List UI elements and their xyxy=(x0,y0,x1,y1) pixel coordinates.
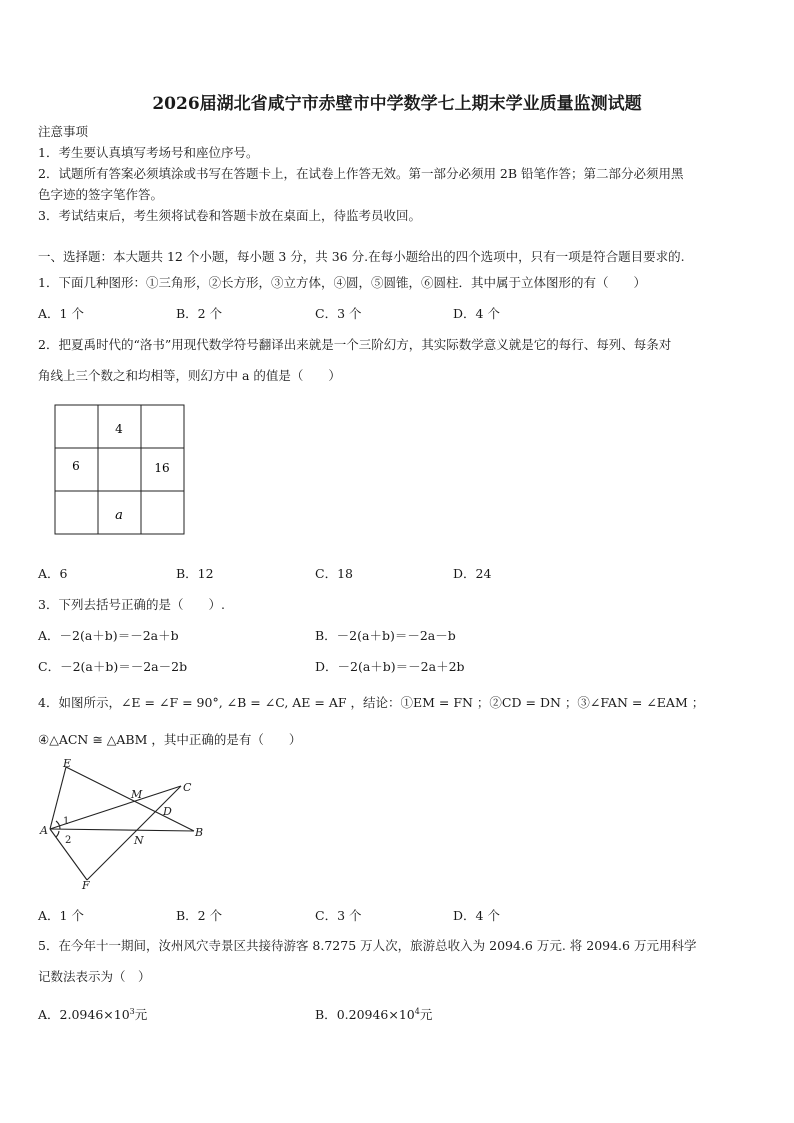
q3-option-d: D．－2(a＋b)＝－2a＋2b xyxy=(315,659,465,674)
notice-heading: 注意事项 xyxy=(38,124,89,139)
q3-option-c: C．－2(a＋b)＝－2a－2b xyxy=(38,659,188,674)
q4-option-d: D．4 个 xyxy=(453,908,500,923)
q5-option-b xyxy=(315,1005,432,1023)
notice-item-2-cont: 色字迹的签字笔作答。 xyxy=(38,187,164,202)
page-title: 2026届湖北省咸宁市赤壁市中学数学七上期末学业质量监测试题 xyxy=(152,94,642,114)
q5-option-b-mantissa: 0.20946×10 xyxy=(336,1007,415,1022)
segment-EB xyxy=(66,767,194,831)
label-M: M xyxy=(131,788,143,801)
angle-1-arc xyxy=(56,821,60,829)
label-C: C xyxy=(183,781,192,794)
angle-2-arc xyxy=(56,831,59,837)
grid-cell-r2c1: 6 xyxy=(72,459,80,473)
q5-stem-line2: 记数法表示为（ ） xyxy=(38,969,151,984)
q3-option-b: B．－2(a＋b)＝－2a－b xyxy=(315,628,456,643)
segment-AB xyxy=(50,829,194,831)
q4-option-b: B．2 个 xyxy=(176,908,223,923)
q4-stem-line1: 4．如图所示，∠E = ∠F = 90°, ∠B = ∠C, AE = AF ，结论：①EM = FN ；②CD = DN ；③∠FAN = ∠EAM ； xyxy=(38,695,705,710)
q5-option-b-unit: 元 xyxy=(419,1007,433,1022)
q5-option-b-label: B． xyxy=(315,1007,337,1022)
q1-option-c: C．3 个 xyxy=(315,306,362,321)
q2-option-d: D．24 xyxy=(453,566,492,581)
label-E: E xyxy=(63,757,72,770)
q5-option-a-label: A． xyxy=(38,1007,60,1022)
label-angle-1: 1 xyxy=(63,816,70,827)
notice-item-1: 1．考生要认真填写考场号和座位序号。 xyxy=(38,145,259,160)
label-N: N xyxy=(134,834,144,847)
geometry-figure xyxy=(36,755,216,895)
grid-cell-r1c2: 4 xyxy=(115,422,123,436)
q1-option-a: A．1 个 xyxy=(38,306,84,321)
q5-option-b-exponent: 4 xyxy=(414,1006,420,1016)
q2-option-a: A．6 xyxy=(38,566,68,581)
q1-stem: 1．下面几种图形：①三角形，②长方形，③立方体，④圆，⑤圆锥，⑥圆柱．其中属于立体图形的有（ ） xyxy=(38,275,646,290)
label-D: D xyxy=(163,805,172,818)
q1-option-b: B．2 个 xyxy=(176,306,223,321)
q4-option-c: C．3 个 xyxy=(315,908,362,923)
q5-option-a-unit: 元 xyxy=(134,1007,148,1022)
grid-cell-r2c3: 16 xyxy=(154,461,170,475)
label-F: F xyxy=(82,879,90,892)
segment-AC xyxy=(50,786,181,829)
q5-option-a-mantissa: 2.0946×10 xyxy=(59,1007,130,1022)
q5-option-a xyxy=(38,1005,147,1023)
grid-cell-r3c2: a xyxy=(115,508,123,523)
label-A: A xyxy=(40,824,48,837)
q5-stem-line1: 5．在今年十一期间，汝州风穴寺景区共接待游客 8.7275 万人次，旅游总收入为 2094.6 万元. 将 2094.6 万元用科学 xyxy=(38,938,697,953)
label-angle-2: 2 xyxy=(65,835,72,846)
magic-square-grid xyxy=(50,400,190,540)
q1-option-d: D．4 个 xyxy=(453,306,500,321)
label-B: B xyxy=(195,826,204,839)
notice-item-3: 3．考试结束后，考生须将试卷和答题卡放在桌面上，待监考员收回。 xyxy=(38,208,421,223)
q4-option-a: A．1 个 xyxy=(38,908,84,923)
q3-option-a: A．－2(a＋b)＝－2a＋b xyxy=(38,628,179,643)
q5-option-a-exponent: 3 xyxy=(129,1006,135,1016)
q2-stem-line1: 2．把夏禹时代的“洛书”用现代数学符号翻译出来就是一个三阶幻方，其实际数学意义就是它的每行、每列、每条对 xyxy=(38,337,672,352)
section-heading: 一、选择题：本大题共 12 个小题，每小题 3 分，共 36 分.在每小题给出的四个选项中，只有一项是符合题目要求的. xyxy=(38,249,685,264)
q2-stem-line2: 角线上三个数之和均相等，则幻方中 a 的值是（ ） xyxy=(38,368,341,383)
q3-stem: 3．下列去括号正确的是（ ）. xyxy=(38,597,225,612)
q2-option-b: B．12 xyxy=(176,566,214,581)
q2-option-c: C．18 xyxy=(315,566,353,581)
q4-stem-line2: ④△ACN ≅ △ABM ，其中正确的是有（ ） xyxy=(38,732,302,747)
notice-item-2: 2．试题所有答案必须填涂或书写在答题卡上，在试卷上作答无效。第一部分必须用 2B 铅笔作答；第二部分必须用黑 xyxy=(38,166,684,181)
